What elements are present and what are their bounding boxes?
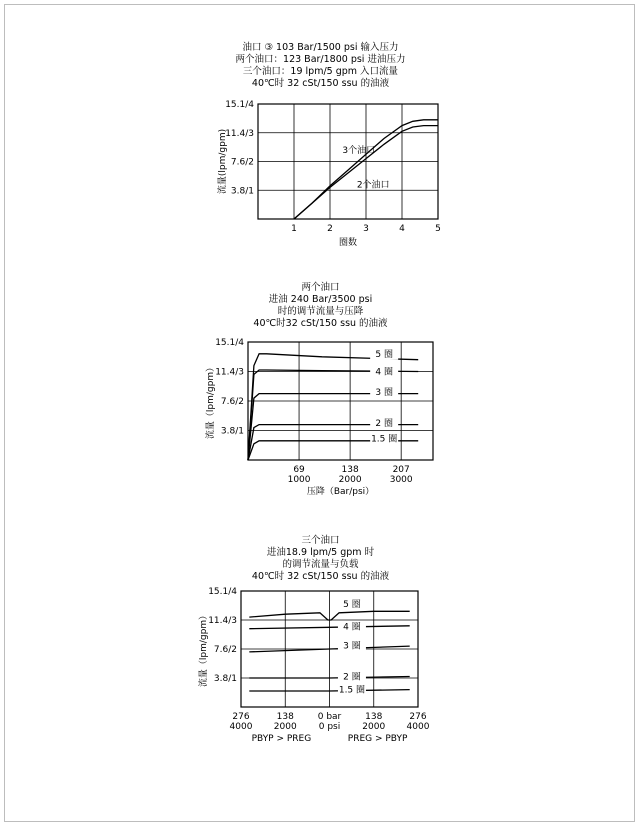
x-tick-label: 69 (293, 465, 305, 475)
chart2-title-line: 进油 240 Bar/3500 psi (268, 294, 373, 305)
x-tick-label: 2 (327, 224, 333, 234)
chart2-title-line: 时的调节流量与压降 (277, 306, 364, 317)
x-axis-label-left: PBYP > PREG (251, 734, 312, 744)
y-tick-label: 11.4/3 (225, 128, 254, 139)
x-tick-label: 4 (399, 224, 405, 234)
x-tick-label: 1 (291, 224, 297, 234)
x-axis-label-right: PREG > PBYP (347, 734, 408, 744)
x-tick-label: 4000 (406, 722, 430, 732)
y-axis-label: 流量（lpm/gpm） (206, 362, 216, 440)
y-axis-label: 流量（lpm/gpm） (199, 610, 209, 688)
y-tick-label: 3.8/1 (220, 426, 244, 437)
chart2-title-line: 40℃时32 cSt/150 ssu 的油液 (253, 318, 388, 329)
chart3-title-line: 的调节流量与负载 (282, 559, 359, 570)
x-tick-label: 138 (276, 712, 294, 722)
x-tick-label: 207 (392, 465, 410, 475)
series-label: 4 圈 (343, 622, 361, 633)
chart3-title-line: 40℃时 32 cSt/150 ssu 的油液 (251, 571, 390, 582)
x-tick-label: 0 bar (317, 712, 342, 722)
series-label: 3 圈 (343, 641, 361, 652)
chart3-title-line: 三个油口 (301, 535, 340, 546)
series-label: 1.5 圈 (338, 685, 366, 696)
series-label: 2 圈 (375, 419, 393, 430)
chart1-title-line: 两个油口：123 Bar/1800 psi 进油压力 (235, 54, 406, 65)
chart3-title-line: 进油18.9 lpm/5 gpm 时 (266, 547, 375, 558)
x-tick-label: 3 (363, 224, 369, 234)
x-tick-label: 4000 (229, 722, 253, 732)
y-tick-label: 3.8/1 (230, 186, 254, 197)
y-tick-label: 7.6/2 (220, 397, 244, 407)
y-tick-label: 15.1/4 (225, 100, 254, 110)
series-label: 3个油口 (342, 145, 376, 156)
series-label: 3 圈 (375, 388, 393, 399)
y-tick-label: 3.8/1 (213, 674, 237, 684)
series-label: 5 圈 (375, 349, 393, 360)
x-axis-label: 圈数 (338, 238, 358, 248)
series-label: 2 圈 (343, 672, 361, 683)
series-label: 1.5 圈 (371, 434, 398, 445)
y-tick-label: 11.4/3 (208, 616, 237, 626)
chart2-title-line: 两个油口 (301, 282, 340, 293)
x-tick-label: 5 (435, 224, 441, 234)
x-tick-label: 3000 (389, 475, 413, 485)
series-label: 4 圈 (375, 367, 393, 378)
chart1-title-line: 油口 ③ 103 Bar/1500 psi 输入压力 (242, 42, 399, 53)
x-tick-label: 138 (341, 465, 359, 475)
x-tick-label: 2000 (338, 475, 362, 485)
x-tick-label: 276 (409, 712, 427, 722)
chart1-title-line: 40℃时 32 cSt/150 ssu 的油液 (251, 78, 390, 89)
x-tick-label: 2000 (273, 722, 297, 732)
series-label: 2个油口 (356, 180, 390, 191)
y-tick-label: 7.6/2 (213, 645, 237, 655)
x-tick-label: 2000 (362, 722, 386, 732)
y-tick-label: 11.4/3 (215, 367, 244, 378)
x-tick-label: 0 psi (318, 722, 341, 732)
y-tick-label: 15.1/4 (215, 338, 244, 348)
x-tick-label: 1000 (287, 475, 311, 485)
series-label: 5 圈 (343, 599, 361, 610)
x-axis-label: 压降（Bar/psi） (306, 487, 375, 497)
y-axis-label: 流量(lpm/gpm) (218, 128, 228, 195)
x-tick-label: 276 (232, 712, 250, 722)
x-tick-label: 138 (365, 712, 383, 722)
y-tick-label: 7.6/2 (230, 157, 254, 168)
y-tick-label: 15.1/4 (208, 587, 237, 597)
chart1-title-line: 三个油口：19 lpm/5 gpm 入口流量 (242, 66, 399, 77)
